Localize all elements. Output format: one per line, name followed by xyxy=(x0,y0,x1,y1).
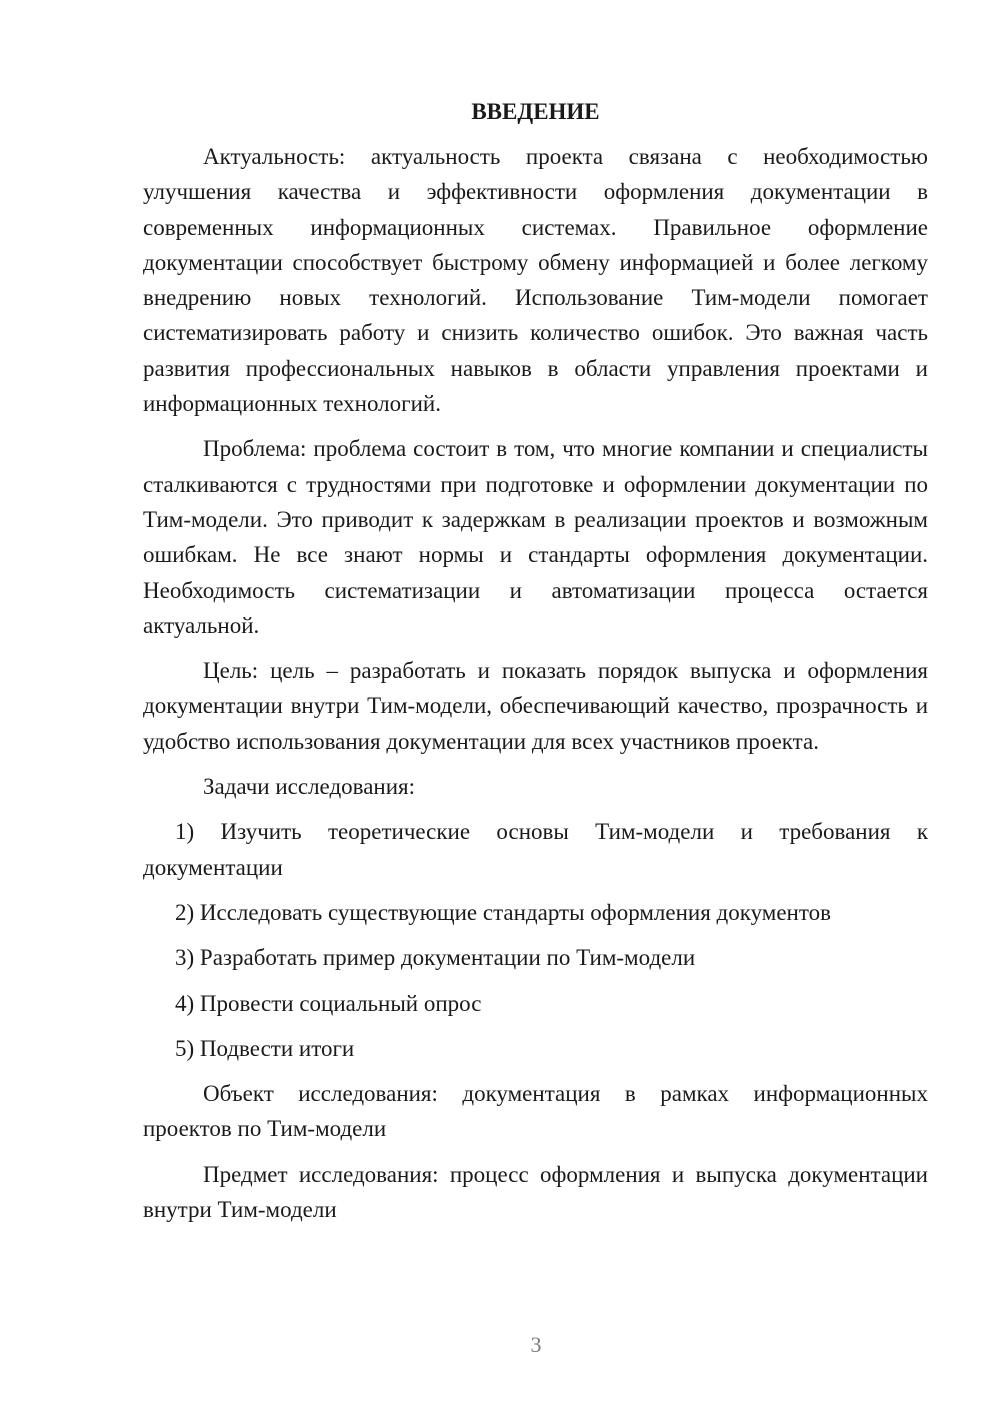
page-number: 3 xyxy=(530,1332,542,1357)
subject-paragraph: Предмет исследования: процесс оформления и выпуска документации внутри Тим-модели xyxy=(143,1161,928,1223)
task-item: 2) Исследовать существующие стандарты оформления документов xyxy=(175,899,831,925)
page-title: ВВЕДЕНИЕ xyxy=(471,99,600,124)
object-paragraph: Объект исследования: документация в рамках информационных проектов по Тим-модели xyxy=(143,1081,928,1142)
relevance-paragraph: Актуальность: актуальность проекта связана с необходимостью улучшения качества и эффективности оформления документации в современных информационных системах. Правильное оформление документации способствует быстрому обмену информацией и более легкому внедрению новых технологий. Использование Тим-модели помогает систематизировать работу и снизить количество ошибок. Это важная часть развития профессиональных навыков в области управления проектами и информационных технологий. xyxy=(143,144,928,417)
task-item: 3) Разработать пример документации по Тим-модели xyxy=(175,945,696,971)
task-item: 4) Провести социальный опрос xyxy=(175,990,482,1016)
page-content xyxy=(143,94,928,1237)
problem-paragraph: Проблема: проблема состоит в том, что многие компании и специалисты сталкиваются с трудностями при подготовке и оформлении документации по Тим-модели. Это приводит к задержкам в реализации проектов и возможным ошибкам. Не все знают нормы и стандарты оформления документации. Необходимость систематизации и автоматизации процесса остается актуальной. xyxy=(143,436,928,638)
task-item: 1) Изучить теоретические основы Тим-модели и требования к документации xyxy=(143,819,928,880)
tasks-heading: Задачи исследования: xyxy=(203,774,416,800)
goal-paragraph: Цель: цель – разработать и показать порядок выпуска и оформления документации внутри Тим-модели, обеспечивающий качество, прозрачность и удобство использования документации для всех участников проекта. xyxy=(143,658,928,754)
task-item: 5) Подвести итоги xyxy=(175,1035,355,1061)
